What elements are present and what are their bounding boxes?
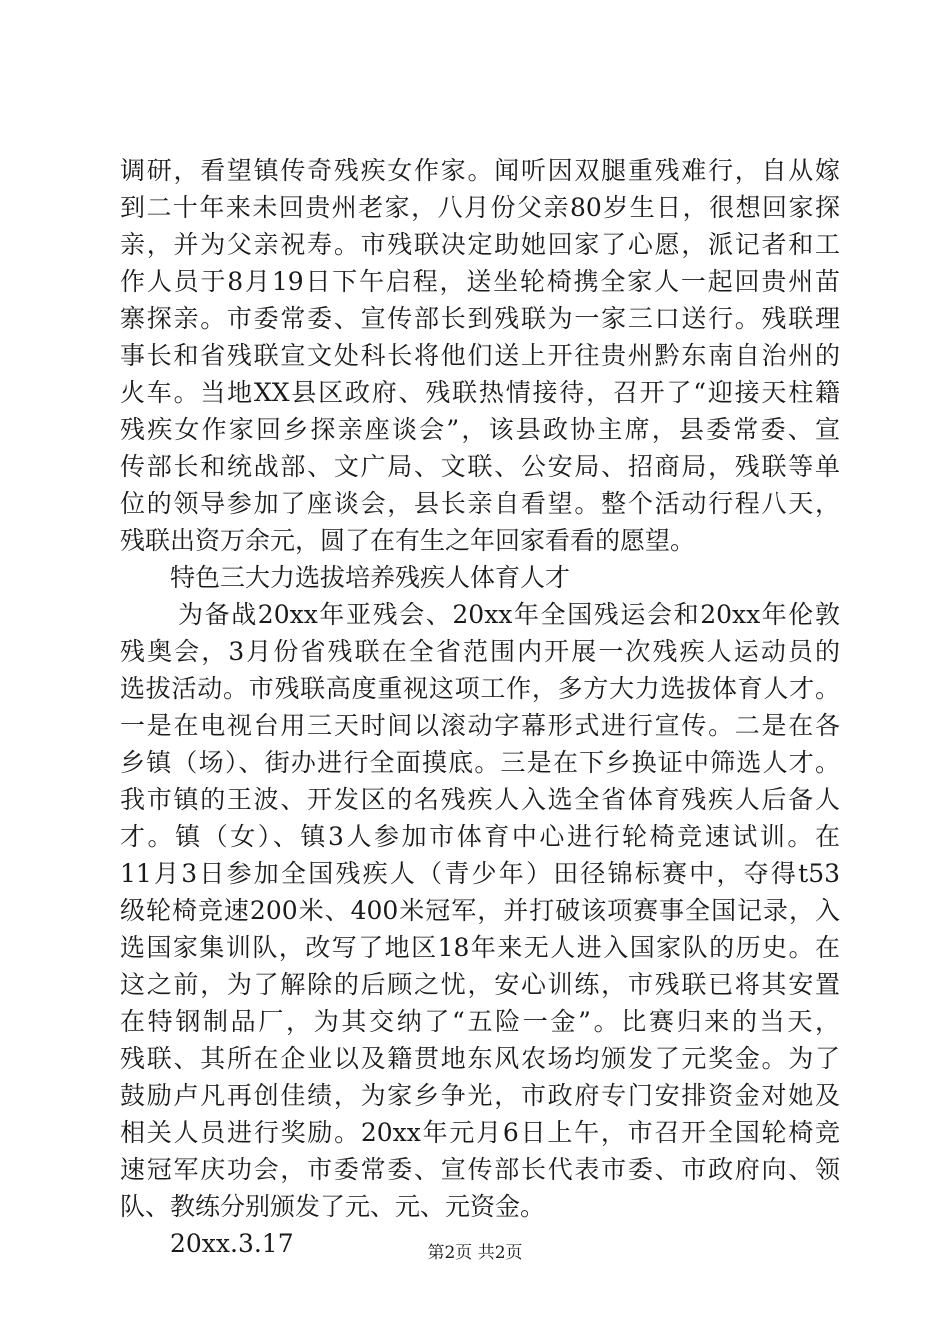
text-line: 选拔活动。市残联高度重视这项工作，多方大力选拔体育人才。 <box>120 674 840 703</box>
text-line: 这之前，为了解除的后顾之忧，安心训练，市残联已将其安置 <box>120 970 840 999</box>
text-line: 作人员于8月19日下午启程，送坐轮椅携全家人一起回贵州苗 <box>120 267 840 296</box>
section-heading: 特色三大力选拔培养残疾人体育人才 <box>170 563 571 592</box>
text-line: 队、教练分别颁发了元、元、元资金。 <box>120 1192 546 1221</box>
text-line: 我市镇的王波、开发区的名残疾人入选全省体育残疾人后备人 <box>120 785 840 814</box>
text-line: 级轮椅竞速200米、400米冠军，并打破该项赛事全国记录，入 <box>120 896 840 925</box>
text-line: 到二十年来未回贵州老家，八月份父亲80岁生日，很想回家探 <box>120 193 840 222</box>
text-line: 残奥会，3月份省残联在全省范围内开展一次残疾人运动员的 <box>120 637 840 666</box>
text-line: 亲，并为父亲祝寿。市残联决定助她回家了心愿，派记者和工 <box>120 230 840 259</box>
text-line: 残联出资万余元，圆了在有生之年回家看看的愿望。 <box>120 526 696 555</box>
page-footer <box>0 1241 950 1265</box>
text-line: 选国家集训队，改写了地区18年来无人进入国家队的历史。在 <box>120 933 840 962</box>
document-body <box>120 152 840 1262</box>
text-line: 相关人员进行奖励。20xx年元月6日上午，市召开全国轮椅竞 <box>120 1118 840 1147</box>
text-line: 传部长和统战部、文广局、文联、公安局、招商局，残联等单 <box>120 452 840 481</box>
text-line: 事长和省残联宣文处科长将他们送上开往贵州黔东南自治州的 <box>120 341 840 370</box>
text-line: 为备战20xx年亚残会、20xx年全国残运会和20xx年伦敦 <box>178 600 840 629</box>
text-line: 位的领导参加了座谈会，县长亲自看望。整个活动行程八天， <box>120 489 840 518</box>
page-number: 第2页 共2页 <box>427 1243 523 1263</box>
text-line: 才。镇（女）、镇3人参加市体育中心进行轮椅竞速试训。在 <box>120 822 840 851</box>
text-line: 鼓励卢凡再创佳绩，为家乡争光，市政府专门安排资金对她及 <box>120 1081 840 1110</box>
text-line: 11月3日参加全国残疾人（青少年）田径锦标赛中，夺得t53 <box>120 859 840 888</box>
text-line: 乡镇（场）、街办进行全面摸底。三是在下乡换证中筛选人才。 <box>120 748 840 777</box>
text-line: 残疾女作家回乡探亲座谈会”，该县政协主席，县委常委、宣 <box>120 415 840 444</box>
text-line: 寨探亲。市委常委、宣传部长到残联为一家三口送行。残联理 <box>120 304 840 333</box>
text-line: 调研，看望镇传奇残疾女作家。闻听因双腿重残难行，自从嫁 <box>120 156 840 185</box>
text-line: 残联、其所在企业以及籍贯地东风农场均颁发了元奖金。为了 <box>120 1044 840 1073</box>
text-line: 速冠军庆功会，市委常委、宣传部长代表市委、市政府向、领 <box>120 1155 840 1184</box>
document-date: 20xx.3.17 <box>170 1229 294 1258</box>
text-line: 一是在电视台用三天时间以滚动字幕形式进行宣传。二是在各 <box>120 711 840 740</box>
text-line: 在特钢制品厂，为其交纳了“五险一金”。比赛归来的当天， <box>120 1007 840 1036</box>
text-line: 火车。当地XX县区政府、残联热情接待，召开了“迎接天柱籍 <box>120 378 840 407</box>
